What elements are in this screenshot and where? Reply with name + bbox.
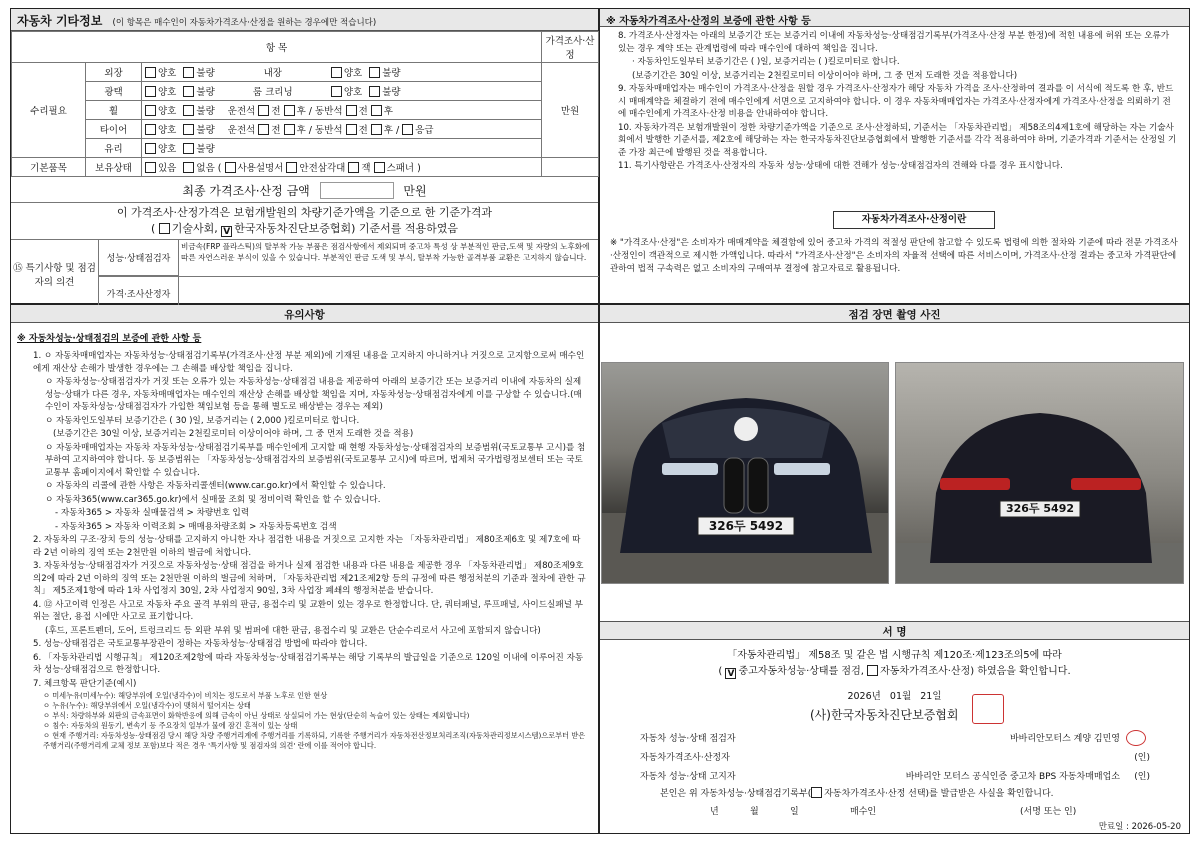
empty-cell — [542, 158, 599, 177]
kaa-checkbox-checked[interactable]: V — [221, 226, 232, 237]
jack-label: 잭 — [361, 163, 371, 174]
signature-line-2: ( V 중고자동차성능·상태를 점검, 자동차가격조사·산정) 하였음을 확인합니다. — [718, 666, 1071, 679]
note-line: 7. 체크항목 판단기준(예시) — [33, 678, 137, 689]
tire-bad-checkbox[interactable] — [183, 124, 194, 135]
none-checkbox[interactable] — [183, 162, 194, 173]
note-line: 6. 「자동차관리법 시행규칙」 제120조제2항에 따라 자동차성능·상태점검기록부는 해당 기록부의 발급일을 기준으로 120일 이내에 이루어진 자동차 성능·상태점검으로 한정합니다. — [33, 652, 584, 675]
bad-label: 불량 — [382, 87, 401, 98]
month-unit: 월 — [902, 691, 912, 702]
signer-value: 바바리안 모터스 공식인증 중고차 BPS 자동차매매업소 — [905, 772, 1120, 782]
front-plate-text: 326두 5492 — [708, 519, 784, 533]
price-definition-title: 자동차가격조사·산정이란 — [833, 211, 995, 229]
tire-options: 양호 불량 운전석 전 후 / 동반석 전 후 / 응급 — [142, 120, 542, 139]
guarantee-item: 11. 특기사항란은 가격조사·산정자의 자동차 성능·상태에 대한 견해가 성능·상태점검자의 견해와 다를 경우 표시합니다. — [618, 161, 1063, 171]
driver-label: 운전석 — [227, 106, 256, 117]
date-year: 2026 — [847, 691, 872, 702]
exterior-label: 외장 — [86, 63, 142, 82]
note-line: (후드, 프론트펜더, 도어, 트렁크리드 등 외판 부위 및 범퍼에 대한 판금, 용접수리 및 교환은 단순수리로서 사고에 포함되지 않습니다) — [45, 625, 541, 636]
gloss-options — [142, 82, 542, 101]
front-label: 전 — [358, 106, 368, 117]
triangle-label: 안전삼각대 — [299, 163, 346, 174]
section-header — [11, 9, 598, 31]
signer-label: 자동차 성능·상태 고지자 — [640, 772, 736, 782]
receipt-text-b: 자동차가격조사·산정 선택)를 발급받은 사실을 확인합니다. — [824, 789, 1054, 799]
front-label: 전 — [271, 106, 281, 117]
won-label: 만원 — [542, 63, 599, 158]
perf-inspector-label: 성능·상태점검자 — [99, 240, 179, 276]
footer-sign: (서명 또는 인) — [1020, 807, 1077, 817]
gloss-good-checkbox[interactable] — [145, 86, 156, 97]
guarantee-item: 10. 자동차가격은 보험개발원이 정한 차량기준가액을 기준으로 조사·산정하되, 기준서는 「자동차관리법」 제58조의4제1호에 해당하는 자는 기술사회에서 발행한 기준서를, 제2호에 해당하는 자는 한국자동차진단보증협회에서 발행한 기준서를 각각 적용하여야 하며, 기준가격과 기준서는 산정일 기준 가장 최근에 발행된 것을 적용합니다. — [618, 122, 1177, 158]
section-title: 자동차 기타정보 — [17, 14, 103, 28]
receipt-sign-row — [710, 804, 1140, 817]
good-label: 양호 — [158, 106, 177, 117]
good-label: 양호 — [158, 125, 177, 136]
line2b-text: 자동차가격조사·산정) 하였음을 확인합니다. — [880, 666, 1071, 677]
performance-checkbox-checked[interactable]: V — [725, 668, 736, 679]
good-label: 양호 — [158, 68, 177, 79]
triangle-checkbox[interactable] — [286, 162, 297, 173]
criteria-line: ㅇ 부식: 차량하부와 외판의 금속표면이 화학반응에 의해 금속이 아닌 상태로 상실되어 가는 현상(단순히 녹슬어 있는 상태는 제외합니다) — [43, 711, 470, 720]
tire-good-checkbox[interactable] — [145, 124, 156, 135]
note-line: - 자동차365 > 자동차 이력조회 > 매매용차량조회 > 자동차등록번호 검색 — [55, 521, 337, 532]
year-unit: 년 — [871, 691, 881, 702]
footer-day: 일 — [790, 807, 799, 817]
bad-label: 불량 — [196, 125, 215, 136]
exterior-bad-checkbox[interactable] — [183, 67, 194, 78]
signature-section — [600, 621, 1189, 833]
vehicle-other-info — [11, 9, 598, 303]
bad-label: 불량 — [196, 68, 215, 79]
insurance-line: 이 가격조사·산정가격은 보험개발원의 차량기준가액을 기준으로 한 기준가격과 — [116, 206, 493, 219]
date-day: 21 — [920, 691, 933, 702]
note-line: (보증기간은 30일 이상, 보증거리는 2천킬로미터 이상이어야 하며, 그 중 먼저 도래한 것을 적용) — [53, 429, 414, 439]
emergency-label: 응급 — [415, 125, 434, 136]
good-label: 양호 — [158, 87, 177, 98]
special-notes-block — [11, 240, 598, 311]
final-price-label: 최종 가격조사·산정 금액 — [182, 184, 310, 198]
jack-checkbox[interactable] — [348, 162, 359, 173]
signature-header: 서 명 — [600, 622, 1189, 640]
tire-driver-front-checkbox[interactable] — [258, 124, 269, 135]
signer-label: 자동차 성능·상태 점검자 — [640, 734, 736, 744]
notes-section — [11, 305, 598, 833]
signer-row — [640, 728, 1175, 747]
bad-label: 불량 — [196, 106, 215, 117]
basic-items-label: 기본품목 — [12, 158, 86, 177]
receipt-checkbox[interactable] — [811, 787, 822, 798]
glass-bad-checkbox[interactable] — [183, 143, 194, 154]
signer-row — [640, 747, 1175, 766]
receipt-line — [660, 786, 1054, 799]
driver-label: 운전석 — [227, 125, 256, 136]
criteria-line: ㅇ 미세누유(미세누수): 해당부위에 오일(냉각수)이 비치는 정도로서 부품 노후로 인한 현상 — [43, 691, 328, 700]
repair-table — [11, 31, 599, 177]
notes-header: 유의사항 — [11, 305, 598, 323]
signature-line-1: 「자동차관리법」 제58조 및 같은 법 시행규칙 제120조·제123조의5에 따라 — [727, 650, 1062, 661]
criteria-line: ㅇ 현재 주행거리: 자동차성능·상태점검 당시 해당 차량 주행거리계에 주행거리를 기록하되, 기록한 주행거리가 자동차전산정보처리조직(자동차관리정보시스템)으로부터 받은 주행거리(주행거리계 교체 정보 포함)보다 적은 경우 '특기사항 및 점검자의 의견' 란에 이를 적어야 합니다. — [43, 731, 586, 750]
stamp-icon — [1126, 730, 1146, 746]
date-month: 01 — [889, 691, 902, 702]
interior-good-checkbox[interactable] — [331, 67, 342, 78]
note-line: - 자동차365 > 자동차 실매물검색 > 차량번호 입력 — [55, 508, 250, 518]
expiry-date: 만료일 : 2026-05-20 — [1098, 822, 1181, 832]
photos-header: 점검 장면 촬영 사진 — [600, 305, 1189, 323]
interior-label: 내장 — [263, 68, 282, 79]
gloss-bad-checkbox[interactable] — [183, 86, 194, 97]
signature-date — [600, 688, 1189, 702]
price-inspector-label: 가격·조사산정자 — [99, 276, 179, 311]
wheel-label: 휠 — [86, 101, 142, 120]
rear-car-photo — [895, 362, 1184, 584]
note-line: ㅇ 자동차성능·상태점검자가 거짓 또는 오류가 있는 자동차성능·상태점검 내용을 제공하여 아래의 보증기간 또는 보증거리 이내에 자동차의 실제 성능·상태가 다른 경우, 자동차매매업자는 매수인의 재산상 손해를 배상할 책임을 지며, 자동차성능·상태점검자에게 이를 구상할 수 있습니다.(매수인이 자동차성능·상태점검자가 가입한 책임보험 등을 통해 별도로 배상받는 경우는 제외) — [45, 377, 582, 412]
passenger-label: 동반석 — [315, 106, 343, 117]
guarantee-item: 8. 가격조사·산정자는 아래의 보증기간 또는 보증거리 이내에 자동차성능·상태점검기록부(가격조사·산정 부분 한정)에 적힌 내용에 허위 또는 오류가 있는 경우 계약 또는 관계법령에 따라 매수인에 대하여 책임을 집니다. — [618, 31, 1170, 54]
insurance-statement — [11, 203, 598, 240]
notes-subtitle: ※ 자동차성능·상태점검의 보증에 관한 사항 등 — [17, 334, 202, 344]
wheel-driver-rear-checkbox[interactable] — [284, 105, 295, 116]
wheel-driver-front-checkbox[interactable] — [258, 105, 269, 116]
footer-buyer: 매수인 — [850, 807, 877, 817]
price-guarantee-list — [600, 27, 1189, 173]
col-price-header: 가격조사·산정 — [542, 32, 599, 63]
day-unit: 일 — [932, 691, 942, 702]
tire-pass-rear-checkbox[interactable] — [371, 124, 382, 135]
exterior-good-checkbox[interactable] — [145, 67, 156, 78]
possession-options: 있음 없음 ( 사용설명서 안전삼각대 잭 스패너 ) — [142, 158, 542, 177]
price-guarantee-section — [600, 9, 1189, 303]
notes-list — [11, 344, 598, 751]
glass-label: 유리 — [86, 139, 142, 158]
section-note: (이 항목은 매수인이 자동차가격조사·산정을 원하는 경우에만 적습니다) — [112, 18, 377, 28]
signer-mark: (인) — [1134, 753, 1150, 763]
rear-plate-text: 326두 5492 — [1005, 502, 1075, 515]
note-line: 4. ⑫ 사고이력 인정은 사고로 자동차 주요 골격 부위의 판금, 용접수리 및 교환이 있는 경우로 한정합니다. 단, 쿼터패널, 루프패널, 사이드실패널 부위는 절단, 용접 시에만 사고로 표기합니다. — [33, 599, 583, 622]
note-line: 3. 자동차성능·상태점검자가 거짓으로 자동차성능·상태 점검을 하거나 실제 점검한 내용과 다른 내용을 제공한 경우 「자동차관리법」 제80조제9호의2에 따라 2년 이하의 징역 또는 2천만원 이하의 벌금에 처하며, 「자동차관리법 제21조제2항 등의 규정에 따른 행정처분의 기준과 절차에 관한 규칙」 제5조제1항에 따라 1차 사업정지 30일, 2차 사업정지 90일, 3차 사업장 폐쇄의 행정처분을 받습니다. — [33, 561, 586, 596]
tech-society-label: 기술사회, — [171, 222, 218, 235]
receipt-text-a: 본인은 위 자동차성능·상태점검기록부( — [660, 789, 812, 799]
bad-label: 불량 — [382, 68, 401, 79]
front-label: 전 — [271, 125, 281, 136]
criteria-list — [33, 691, 588, 751]
manual-label: 사용설명서 — [237, 163, 284, 174]
good-label: 양호 — [343, 87, 363, 98]
col-item-header: 항 목 — [12, 32, 542, 63]
criteria-line: ㅇ 침수: 자동차의 원동기, 변속기 등 주요장치 일부가 물에 잠긴 흔적이 있는 상태 — [43, 721, 298, 730]
signer-value: 바바리안모터스 계양 김민영 — [1009, 734, 1120, 744]
rear-car-image — [896, 363, 1184, 584]
spanner-checkbox[interactable] — [374, 162, 385, 173]
price-guarantee-title: ※ 자동차가격조사·산정의 보증에 관한 사항 등 — [600, 9, 1189, 27]
price-definition-text: ※ "가격조사·산정"은 소비자가 매매계약을 체결함에 있어 중고차 가격의 적절성 판단에 참고할 수 있도록 법령에 의한 절차와 기준에 따라 전문 가격조사·산정인이 객관적으로 제시한 가액입니다. 따라서 "가격조사·산정"은 소비자의 자율적 선택에 따른 서비스이며, 가격조사·산정 결과는 중고차 가격판단에 관하여 법적 구속력은 없고 소비자의 구매여부 결정에 참고자료로 활용됩니다. — [610, 238, 1178, 274]
gloss-label: 광택 — [86, 82, 142, 101]
front-car-photo — [601, 362, 889, 584]
passenger-label: 동반석 — [315, 125, 343, 136]
guarantee-item: (보증기간은 30일 이상, 보증거리는 2천킬로미터 이상이어야 하며, 그 중 먼저 도래한 것을 적용합니다) — [632, 70, 1018, 81]
repair-label: 수리필요 — [12, 63, 86, 158]
wheel-options: 양호 불량 운전석 전 후 / 동반석 전 후 — [142, 101, 542, 120]
good-label: 양호 — [343, 68, 363, 79]
association-name: (사)한국자동차진단보증협회 — [810, 708, 959, 722]
rear-label: 후 — [296, 125, 306, 136]
exterior-options — [142, 63, 542, 82]
final-price-unit: 만원 — [403, 184, 427, 198]
good-label: 양호 — [158, 144, 177, 155]
perf-note: 비금속(FRP 플라스틱)의 탈부착 가능 부품은 점검사항에서 제외되며 중고차 특성 상 부분적인 판금,도색 및 자량의 노후화에 따른 자연스러운 부식이 있을 수 있습니다. 부분적인 판금 도색 및 부식, 탈부착 가능한 골격부품 교환은 고지하지 않습니다. — [181, 242, 590, 262]
room-cleaning-label: 룸 크리닝 — [252, 87, 293, 98]
bad-label: 불량 — [196, 144, 215, 155]
note-line: 1. ㅇ 자동차매매업자는 자동차성능·상태점검기록부(가격조사·산정 부분 제외)에 기재된 내용을 고지하지 아니하거나 거짓으로 고지함으로써 매수인에게 재산상 손해가 발생한 경우에는 그 손해를 배상할 책임을 집니다. — [33, 351, 585, 374]
spanner-label: 스패너 — [386, 163, 415, 174]
final-price-field[interactable] — [320, 182, 394, 199]
wheel-pass-rear-checkbox[interactable] — [371, 105, 382, 116]
none-label: 없음 — [196, 163, 215, 174]
possession-label: 보유상태 — [86, 158, 142, 177]
have-label: 있음 — [158, 163, 177, 174]
interior-bad-checkbox[interactable] — [369, 67, 380, 78]
guarantee-item: 9. 자동차매매업자는 매수인이 가격조사·산정을 원할 경우 가격조사·산정자가 해당 자동차 가격을 조사·산정하여 결과를 이 서식에 적도록 한 후, 반드시 매매계약을 체결하기 전에 매수인에게 서면으로 고지하여야 합니다. 이 경우 자동차매매업자는 가격조사·산정자에게 가격조사·산정을 의뢰하기 전에 매수인에게 가격조사·산정 비용을 안내하여야 합니다. — [618, 84, 1174, 119]
photos-section — [600, 305, 1189, 621]
signer-list — [640, 728, 1175, 785]
standard-line: ( 기술사회, V 한국자동차진단보증협회) 기준서를 적용하였음 — [150, 222, 459, 237]
note-line: ㅇ 자동차의 리콜에 관한 사항은 자동차리콜센터(www.car.go.kr)에서 확인할 수 있습니다. — [45, 481, 386, 491]
price-checkbox[interactable] — [867, 665, 878, 676]
tire-driver-rear-checkbox[interactable] — [284, 124, 295, 135]
rear-label: 후 — [383, 125, 393, 136]
note-line: 2. 자동차의 구조·장치 등의 성능·상태를 고지하지 아니한 자나 점검한 내용을 거짓으로 고지한 자는 「자동차관리법」 제80조제6호 및 제7호에 따라 2년 이하의 징역 또는 2천만원 이하의 벌금에 처합니다. — [33, 535, 581, 558]
association-seal-icon — [972, 694, 1004, 724]
special-notes-label: ⑮ 특기사항 및 점검자의 의견 — [11, 240, 99, 311]
note-line: ㅇ 자동차매매업자는 자동차 자동차성능·상태점검기록부를 매수인에게 고지할 때 현행 자동차성능·상태점검자의 보증범위(국토교통부 고시)를 첨부하여 고지하여야 합니다. 동 보증범위는 「자동차성능·상태점검자의 보증범위(국토교통부 고시)에 따르며, 법제처 국가법령정보센터 또는 국토교통부 홈페이지에서 확인할 수 있습니다. — [45, 442, 586, 478]
signature-statement — [600, 648, 1189, 680]
wheel-good-checkbox[interactable] — [145, 105, 156, 116]
wheel-bad-checkbox[interactable] — [183, 105, 194, 116]
glass-good-checkbox[interactable] — [145, 143, 156, 154]
footer-year: 년 — [710, 807, 719, 817]
guarantee-item: · 자동차인도일부터 보증기간은 ( )일, 보증거리는 ( )킬로미터로 합니다. — [632, 57, 900, 67]
line2a-text: 중고자동차성능·상태를 점검, — [738, 666, 864, 677]
tire-label: 타이어 — [86, 120, 142, 139]
tire-pass-front-checkbox[interactable] — [346, 124, 357, 135]
note-line: ㅇ 자동차365(www.car365.go.kr)에서 실매물 조회 및 정비이력 확인을 할 수 있습니다. — [45, 494, 381, 505]
tech-society-checkbox[interactable] — [159, 223, 170, 234]
have-checkbox[interactable] — [145, 162, 156, 173]
note-line: ㅇ 자동차인도일부터 보증기간은 ( 30 )일, 보증거리는 ( 2,000 )킬로미터로 합니다. — [45, 415, 360, 426]
kaa-label: 한국자동차진단보증협회) 기준서를 적용하였음 — [234, 222, 459, 235]
rear-label: 후 — [296, 106, 306, 117]
bad-label: 불량 — [196, 87, 215, 98]
signer-mark: (인) — [1134, 772, 1150, 782]
signer-row — [640, 766, 1175, 785]
front-label: 전 — [358, 125, 368, 136]
tire-emergency-checkbox[interactable] — [402, 124, 413, 135]
criteria-line: ㅇ 누유(누수): 해당부위에서 오일(냉각수)이 맺혀서 떨어지는 상태 — [43, 701, 251, 710]
rear-label: 후 — [383, 106, 393, 117]
note-line: 5. 성능·상태점검은 국토교통부장관이 정하는 자동차성능·상태점검 방법에 따라야 합니다. — [33, 639, 368, 649]
manual-checkbox[interactable] — [225, 162, 236, 173]
front-car-image — [602, 363, 889, 584]
footer-month: 월 — [750, 807, 759, 817]
wheel-pass-front-checkbox[interactable] — [346, 105, 357, 116]
signer-label: 자동차가격조사·산정자 — [640, 753, 730, 763]
room-bad-checkbox[interactable] — [369, 86, 380, 97]
glass-options — [142, 139, 542, 158]
final-price-row — [11, 177, 598, 203]
room-good-checkbox[interactable] — [331, 86, 342, 97]
